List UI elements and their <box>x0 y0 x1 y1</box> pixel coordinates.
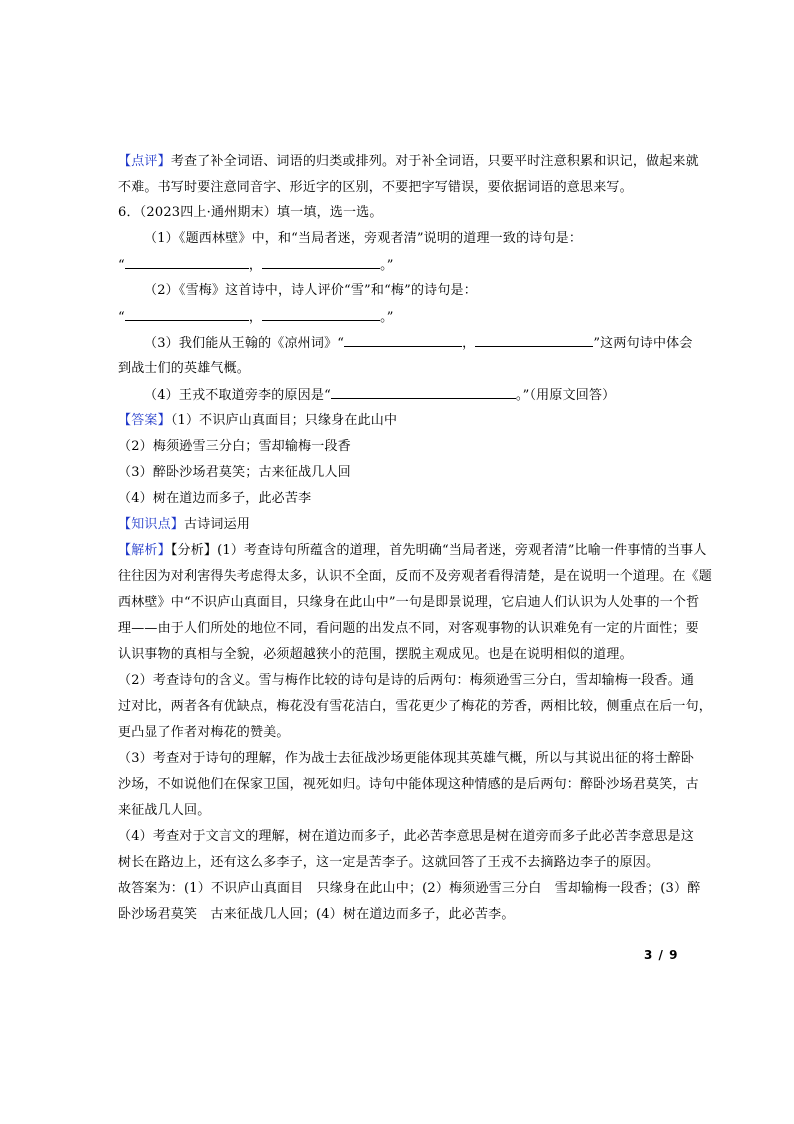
analysis-line: 过对比，两者各有优缺点，梅花没有雪花洁白，雪花更少了梅花的芳香，两相比较，侧重点在后一句， <box>118 699 713 714</box>
comma: ， <box>248 258 263 273</box>
analysis-line: 认识事物的真相与全貌，必须超越狭小的范围，摆脱主观成见。也是在说明相似的道理。 <box>118 647 633 662</box>
answer-line-1 <box>118 411 678 431</box>
answer-blank[interactable] <box>331 385 516 399</box>
review-text-1: 考查了补全词语、词语的归类或排列。对于补全词语，只要平时注意积累和识记，做起来就 <box>170 154 699 169</box>
analysis-line: 往往因为对利害得失考虑得太多，认识不全面，反而不及旁观者看得清楚，是在说明一个道理。在《题 <box>118 569 713 584</box>
analysis-text: 【分析】(1）考查诗句所蕴含的道理，首先明确“当局者迷，旁观者清”比喻一件事情的当事人 <box>170 543 707 558</box>
comma: ， <box>462 336 476 351</box>
answer-4: （4）树在道边而多子，此必苦李 <box>118 491 312 506</box>
open-quote: “ <box>118 310 125 325</box>
analysis-line: 更凸显了作者对梅花的赞美。 <box>118 725 290 740</box>
review-line-2: 不难。书写时要注意同音字、形近字的区别，不要把字写错误，要依据词语的意思来写。 <box>118 180 633 195</box>
question-2-prompt: （2）《雪梅》这首诗中，诗人评价“雪”和“梅”的诗句是： <box>144 283 477 298</box>
answer-3: （3）醉卧沙场君莫笑；古来征战几人回 <box>118 465 351 480</box>
answer-2: （2）梅须逊雪三分白；雪却输梅一段香 <box>118 439 351 454</box>
question-4 <box>144 385 704 406</box>
answer-blank[interactable] <box>262 307 380 321</box>
review-line-1 <box>118 152 699 172</box>
comma: ， <box>248 310 263 325</box>
answer-blank[interactable] <box>475 333 593 347</box>
answer-tag: 【答案】 <box>118 413 171 428</box>
analysis-line: 故答案为：(1）不识庐山真面目 只缘身在此山中；(2）梅须逊雪三分白 雪却输梅一段香；(3）醉 <box>118 881 701 896</box>
answer-blank[interactable] <box>125 255 249 269</box>
analysis-line-1 <box>118 541 707 561</box>
knowledge-tag: 【知识点】 <box>118 517 185 532</box>
answer-1: （1）不识庐山真面目；只缘身在此山中 <box>170 413 398 428</box>
analysis-line: 卧沙场君莫笑 古来征战几人回；(4）树在道边而多子，此必苦李。 <box>118 907 515 922</box>
answer-blank[interactable] <box>344 333 462 347</box>
q3-suffix: ”这两句诗中体会 <box>593 336 693 351</box>
question-1-prompt: （1）《题西林壁》中，和“当局者迷，旁观者清”说明的道理一致的诗句是： <box>144 231 583 246</box>
analysis-line: 树长在路边上，还有这么多李子，这一定是苦李子。这就回答了王戎不去摘路边李子的原因。 <box>118 855 660 870</box>
analysis-tag: 【解析】 <box>118 543 171 558</box>
q4-prefix: （4）王戎不取道旁李的原因是“ <box>144 388 331 403</box>
close-quote: 。” <box>380 310 394 325</box>
knowledge-line <box>118 515 678 535</box>
analysis-line: 西林壁》中“不识庐山真面目，只缘身在此山中”一句是即景说理，它启迪人们认识为人处事的一个哲 <box>118 595 700 610</box>
question-3-line-1 <box>144 333 704 354</box>
knowledge-text: 古诗词运用 <box>184 517 251 532</box>
analysis-line: 理——由于人们所处的地位不同，看问题的出发点不同，对客观事物的认识难免有一定的片面性；要 <box>118 621 699 636</box>
answer-blank[interactable] <box>262 255 380 269</box>
analysis-line: （3）考查对于诗句的理解，作为战士去征战沙场更能体现其英雄气概，所以与其说出征的将士醉卧 <box>118 751 695 766</box>
analysis-line: 来征战几人回。 <box>118 803 211 818</box>
analysis-line: 沙场，不如说他们在保家卫国，视死如归。诗句中能体现这种情感的是后两句：醉卧沙场君莫笑，古 <box>118 777 699 792</box>
open-quote: “ <box>118 258 125 273</box>
question-1-blanks <box>118 255 678 276</box>
answer-blank[interactable] <box>125 307 249 321</box>
question-3-line-2: 到战士们的英雄气概。 <box>118 361 251 376</box>
page-number: 3 / 9 <box>644 948 679 962</box>
q3-prefix: （3）我们能从王翰的《凉州词》“ <box>144 336 345 351</box>
q4-suffix: 。”（用原文回答） <box>515 388 616 403</box>
review-tag: 【点评】 <box>118 154 171 169</box>
close-quote: 。” <box>380 258 394 273</box>
analysis-line: （4）考查对于文言文的理解，树在道边而多子，此必苦李意思是树在道旁而多子此必苦李意思是这 <box>118 829 695 844</box>
question-2-blanks <box>118 307 678 328</box>
question-header: 6．（2023四上·通州期末）填一填，选一选。 <box>118 205 383 220</box>
analysis-line: （2）考查诗句的含义。雪与梅作比较的诗句是诗的后两句：梅须逊雪三分白，雪却输梅一段香。通 <box>118 673 695 688</box>
